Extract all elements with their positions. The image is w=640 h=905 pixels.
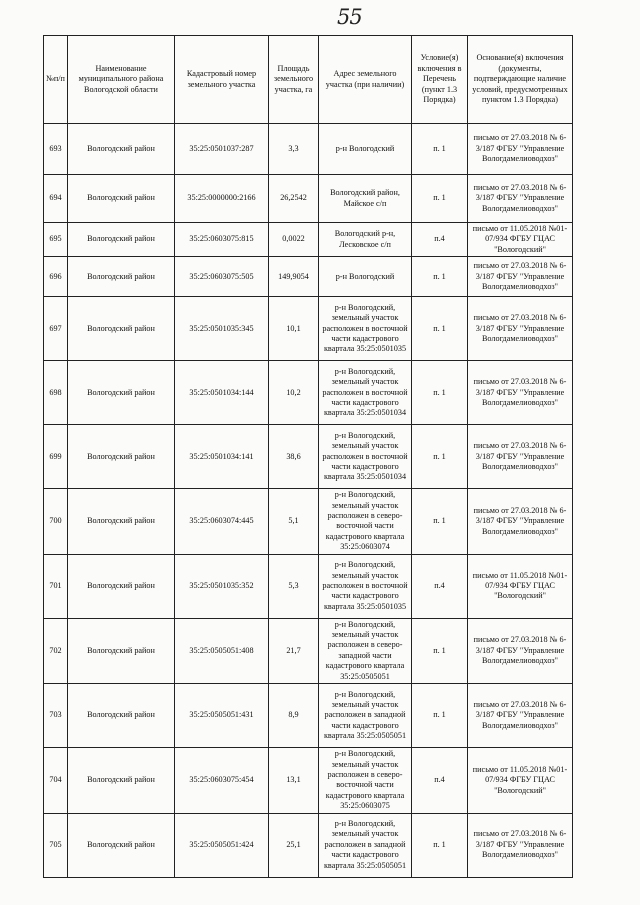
row-area: 26,2542 bbox=[269, 175, 319, 223]
row-basis: письмо от 11.05.2018 №01-07/934 ФГБУ ГЦАС "Вологодский" bbox=[468, 554, 573, 618]
row-basis: письмо от 11.05.2018 №01-07/934 ФГБУ ГЦАС "Вологодский" bbox=[468, 223, 573, 257]
header-district: Наименование муниципального района Вологодской области bbox=[68, 36, 175, 124]
row-condition: п.4 bbox=[412, 748, 468, 813]
row-district: Вологодский район bbox=[68, 175, 175, 223]
row-area: 13,1 bbox=[269, 748, 319, 813]
table-row bbox=[44, 257, 573, 297]
row-number: 705 bbox=[44, 813, 68, 877]
row-district: Вологодский район bbox=[68, 748, 175, 813]
row-cadastral-number: 35:25:0000000:2166 bbox=[175, 175, 269, 223]
row-cadastral-number: 35:25:0505051:424 bbox=[175, 813, 269, 877]
row-district: Вологодский район bbox=[68, 124, 175, 175]
row-area: 38,6 bbox=[269, 425, 319, 489]
row-condition: п. 1 bbox=[412, 124, 468, 175]
header-area: Площадь земельного участка, га bbox=[269, 36, 319, 124]
row-condition: п. 1 bbox=[412, 425, 468, 489]
row-basis: письмо от 27.03.2018 № 6-3/187 ФГБУ "Управление Вологдамелиоводхоз" bbox=[468, 175, 573, 223]
table-row bbox=[44, 361, 573, 425]
row-cadastral-number: 35:25:0505051:408 bbox=[175, 618, 269, 683]
table-row bbox=[44, 223, 573, 257]
row-number: 702 bbox=[44, 618, 68, 683]
row-cadastral-number: 35:25:0603075:505 bbox=[175, 257, 269, 297]
row-area: 10,2 bbox=[269, 361, 319, 425]
row-basis: письмо от 27.03.2018 № 6-3/187 ФГБУ "Управление Вологдамелиоводхоз" bbox=[468, 257, 573, 297]
land-plots-table bbox=[43, 35, 573, 878]
row-condition: п. 1 bbox=[412, 297, 468, 361]
row-address: р-н Вологодский bbox=[319, 257, 412, 297]
table-row bbox=[44, 175, 573, 223]
row-address: р-н Вологодский, земельный участок расположен в восточной части кадастрового квартала 35:25:0501034 bbox=[319, 425, 412, 489]
row-district: Вологодский район bbox=[68, 554, 175, 618]
row-condition: п. 1 bbox=[412, 618, 468, 683]
row-basis: письмо от 27.03.2018 № 6-3/187 ФГБУ "Управление Вологдамелиоводхоз" bbox=[468, 124, 573, 175]
row-area: 21,7 bbox=[269, 618, 319, 683]
header-cadastral-number: Кадастровый номер земельного участка bbox=[175, 36, 269, 124]
row-basis: письмо от 27.03.2018 № 6-3/187 ФГБУ "Управление Вологдамелиоводхоз" bbox=[468, 684, 573, 748]
row-number: 699 bbox=[44, 425, 68, 489]
row-basis: письмо от 27.03.2018 № 6-3/187 ФГБУ "Управление Вологдамелиоводхоз" bbox=[468, 813, 573, 877]
row-basis: письмо от 11.05.2018 №01-07/934 ФГБУ ГЦАС "Вологодский" bbox=[468, 748, 573, 813]
row-condition: п. 1 bbox=[412, 257, 468, 297]
row-number: 700 bbox=[44, 489, 68, 554]
header-address: Адрес земельного участка (при наличии) bbox=[319, 36, 412, 124]
row-address: р-н Вологодский, земельный участок расположен в восточной части кадастрового квартала 35:25:0501034 bbox=[319, 361, 412, 425]
row-address: р-н Вологодский, земельный участок расположен в западной части кадастрового квартала 35:25:0505051 bbox=[319, 813, 412, 877]
row-address: р-н Вологодский, земельный участок расположен в восточной части кадастрового квартала 35:25:0501035 bbox=[319, 297, 412, 361]
row-district: Вологодский район bbox=[68, 297, 175, 361]
row-district: Вологодский район bbox=[68, 425, 175, 489]
row-number: 701 bbox=[44, 554, 68, 618]
row-cadastral-number: 35:25:0501035:345 bbox=[175, 297, 269, 361]
row-number: 693 bbox=[44, 124, 68, 175]
table-row bbox=[44, 297, 573, 361]
row-basis: письмо от 27.03.2018 № 6-3/187 ФГБУ "Управление Вологдамелиоводхоз" bbox=[468, 489, 573, 554]
row-condition: п. 1 bbox=[412, 684, 468, 748]
row-number: 704 bbox=[44, 748, 68, 813]
row-cadastral-number: 35:25:0501037:287 bbox=[175, 124, 269, 175]
row-basis: письмо от 27.03.2018 № 6-3/187 ФГБУ "Управление Вологдамелиоводхоз" bbox=[468, 618, 573, 683]
row-area: 5,1 bbox=[269, 489, 319, 554]
row-area: 149,9054 bbox=[269, 257, 319, 297]
row-cadastral-number: 35:25:0603075:815 bbox=[175, 223, 269, 257]
row-district: Вологодский район bbox=[68, 361, 175, 425]
row-area: 3,3 bbox=[269, 124, 319, 175]
row-cadastral-number: 35:25:0603075:454 bbox=[175, 748, 269, 813]
row-address: р-н Вологодский bbox=[319, 124, 412, 175]
row-cadastral-number: 35:25:0501034:144 bbox=[175, 361, 269, 425]
row-basis: письмо от 27.03.2018 № 6-3/187 ФГБУ "Управление Вологдамелиоводхоз" bbox=[468, 361, 573, 425]
row-district: Вологодский район bbox=[68, 684, 175, 748]
row-area: 5,3 bbox=[269, 554, 319, 618]
row-district: Вологодский район bbox=[68, 618, 175, 683]
table-row bbox=[44, 554, 573, 618]
table-row bbox=[44, 489, 573, 554]
row-address: р-н Вологодский, земельный участок расположен в северо-восточной части кадастрового квартала 35:25:0603074 bbox=[319, 489, 412, 554]
row-district: Вологодский район bbox=[68, 257, 175, 297]
row-area: 10,1 bbox=[269, 297, 319, 361]
row-condition: п.4 bbox=[412, 223, 468, 257]
table-row bbox=[44, 748, 573, 813]
row-area: 8,9 bbox=[269, 684, 319, 748]
row-cadastral-number: 35:25:0501034:141 bbox=[175, 425, 269, 489]
row-address: р-н Вологодский, земельный участок расположен в северо-восточной части кадастрового квартала 35:25:0603075 bbox=[319, 748, 412, 813]
row-cadastral-number: 35:25:0505051:431 bbox=[175, 684, 269, 748]
row-address: Вологодский район, Майское с/п bbox=[319, 175, 412, 223]
row-cadastral-number: 35:25:0603074:445 bbox=[175, 489, 269, 554]
table-row bbox=[44, 425, 573, 489]
row-address: р-н Вологодский, земельный участок расположен в восточной части кадастрового квартала 35:25:0501035 bbox=[319, 554, 412, 618]
row-district: Вологодский район bbox=[68, 223, 175, 257]
row-basis: письмо от 27.03.2018 № 6-3/187 ФГБУ "Управление Вологдамелиоводхоз" bbox=[468, 425, 573, 489]
table-header-row bbox=[44, 36, 573, 124]
page-number: 55 bbox=[337, 5, 362, 29]
row-cadastral-number: 35:25:0501035:352 bbox=[175, 554, 269, 618]
table-row bbox=[44, 124, 573, 175]
row-condition: п.4 bbox=[412, 554, 468, 618]
row-area: 0,0022 bbox=[269, 223, 319, 257]
row-number: 696 bbox=[44, 257, 68, 297]
row-address: р-н Вологодский, земельный участок расположен в западной части кадастрового квартала 35:25:0505051 bbox=[319, 684, 412, 748]
header-condition: Условие(я) включения в Перечень (пункт 1.3 Порядка) bbox=[412, 36, 468, 124]
header-number: №п/п bbox=[44, 36, 68, 124]
row-number: 698 bbox=[44, 361, 68, 425]
row-basis: письмо от 27.03.2018 № 6-3/187 ФГБУ "Управление Вологдамелиоводхоз" bbox=[468, 297, 573, 361]
row-number: 694 bbox=[44, 175, 68, 223]
row-district: Вологодский район bbox=[68, 489, 175, 554]
row-condition: п. 1 bbox=[412, 489, 468, 554]
row-district: Вологодский район bbox=[68, 813, 175, 877]
table-row bbox=[44, 618, 573, 683]
row-address: Вологодский р-н, Лесковское с/п bbox=[319, 223, 412, 257]
header-basis: Основание(я) включения (документы, подтверждающие наличие условий, предусмотренных пунктом 1.3 Порядка) bbox=[468, 36, 573, 124]
row-condition: п. 1 bbox=[412, 813, 468, 877]
table-row bbox=[44, 813, 573, 877]
row-number: 697 bbox=[44, 297, 68, 361]
row-address: р-н Вологодский, земельный участок расположен в северо-западной части кадастрового квартала 35:25:0505051 bbox=[319, 618, 412, 683]
table-row bbox=[44, 684, 573, 748]
row-number: 695 bbox=[44, 223, 68, 257]
row-number: 703 bbox=[44, 684, 68, 748]
row-area: 25,1 bbox=[269, 813, 319, 877]
row-condition: п. 1 bbox=[412, 175, 468, 223]
row-condition: п. 1 bbox=[412, 361, 468, 425]
